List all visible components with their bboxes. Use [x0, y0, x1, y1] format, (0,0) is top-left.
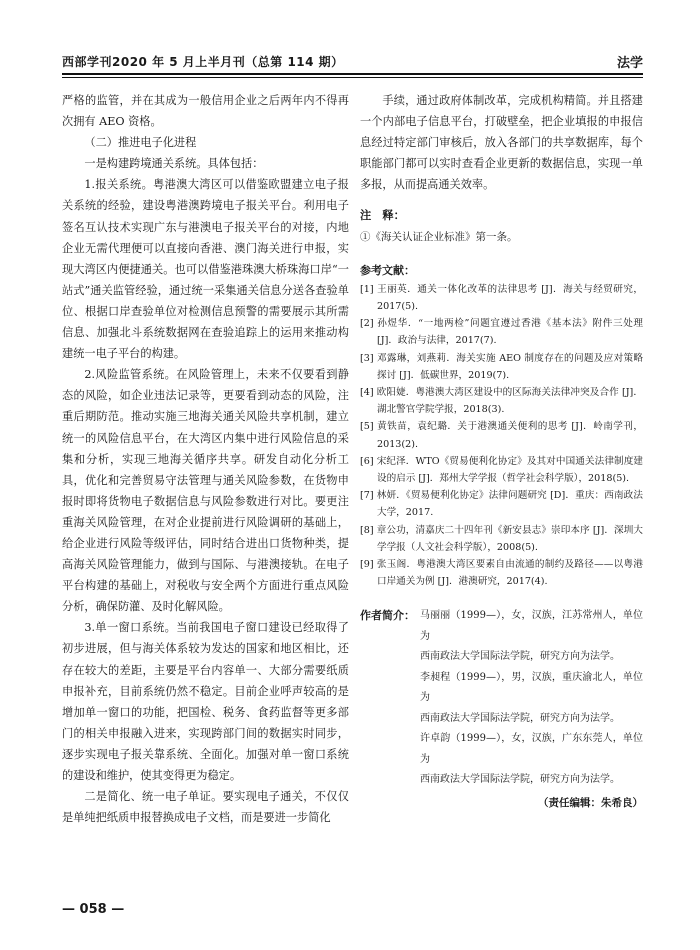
body-paragraph: 2.风险监管系统。在风险管理上，未来不仅要看到静态的风险，如企业违法记录等，更要看到动态的风险，注重后期防范。推动实施三地海关通关风险共享机制，建立统一的风险信息平台，在大湾区内集中进行风险信息的采集和分析，实现三地海关循序共享。研发自动化分析工具，优化和完善贸易守法管理与通关风险参数，在货物申报时即将货物电子数据信息与风险参数进行对比。要更注重海关风险管理，在对企业提前进行风险调研的基础上，给企业进行风险等级评估，同时结合进出口货物种类，提高海关风险管理能力，做到与国际、与港澳接轨。在电子平台构建的基础上，对税收与安全两个方面进行重点风险分析，确保防灌、及时化解风险。	[62, 368, 349, 614]
reference-item: [9] 张玉阁．粤港澳大湾区要素自由流通的制约及路径——以粤港口岸通关为例 [J]．港澳研究，2017(4).	[360, 559, 643, 588]
author-line: 李昶程（1999—），男，汉族，重庆渝北人，单位为	[420, 671, 643, 704]
references-heading: 参考文献：	[360, 263, 415, 277]
editor-credit: （责任编辑：朱希良）	[538, 796, 643, 809]
author-bio-label: 作者简介：	[360, 609, 415, 623]
right-column	[360, 90, 643, 813]
author-line: 西南政法大学国际法学院，研究方向为法学。	[420, 774, 620, 786]
reference-item: [7] 林妍．《贸易便利化协定》法律问题研究 [D]．重庆：西南政法大学，2017.	[360, 490, 643, 519]
reference-item: [3] 邓露琳，刘燕莉．海关实施 AEO 制度存在的问题及应对策略探讨 [J]．低碳世界，2019(7).	[360, 352, 643, 381]
body-paragraph: 一是构建跨境通关系统。具体包括：	[84, 157, 264, 171]
author-list	[360, 606, 643, 791]
running-header	[62, 50, 643, 72]
section-label: 法学	[616, 56, 643, 71]
note-item: ①《海关认证企业标准》第一条。	[360, 230, 518, 243]
reference-item: [8] 章公功，清嘉庆二十四年刊《新安县志》崇印本序 [J]．深圳大学学报（人文社会科学版），2008(5).	[360, 524, 643, 553]
journal-title: 西部学刊2020 年 5 月上半月刊（总第 114 期）	[62, 55, 344, 69]
left-column	[62, 90, 349, 828]
author-line: 西南政法大学国际法学院，研究方向为法学。	[420, 712, 620, 724]
body-paragraph: 严格的监管，并在其成为一般信用企业之后两年内不得再次拥有 AEO 资格。	[62, 94, 349, 129]
author-line: 西南政法大学国际法学院，研究方向为法学。	[420, 651, 620, 663]
reference-item: [2] 孙煜华．“一地两检”问题宜遵过香港《基本法》附件三处理 [J]．政治与法律，2017(7).	[360, 318, 643, 347]
page-number: — 058 —	[62, 902, 125, 917]
body-paragraph: （二）推进电子化进程	[84, 136, 197, 150]
author-line: 许卓韵（1999—），女，汉族，广东东莞人，单位为	[420, 733, 643, 765]
author-line: 马丽丽（1999—），女，汉族，江苏常州人，单位为	[420, 610, 643, 642]
reference-item: [4] 欧阳婕．粤港澳大湾区建设中的区际海关法律冲突及合作 [J]．湖北警官学院学报，2018(3).	[360, 386, 643, 416]
header-rule-thin	[62, 77, 643, 78]
body-paragraph: 二是简化、统一电子单证。要实现电子通关，不仅仅是单纯把纸质申报替换成电子文档，而是要进一步简化	[62, 790, 349, 825]
reference-item: [6] 宋纪泽．WTO《贸易便利化协定》及其对中国通关法律制度建设的启示 [J]．郑州大学学报（哲学社会科学版），2018(5).	[360, 455, 643, 484]
notes-heading: 注 释：	[360, 209, 405, 223]
author-entry	[360, 668, 643, 730]
reference-item: [5] 黄铁苗，袁纪璐．关于港澳通关便利的思考 [J]．岭南学刊，2013(2).	[360, 421, 643, 450]
author-entry	[360, 729, 643, 791]
header-rule	[62, 73, 643, 75]
reference-list	[360, 281, 643, 591]
body-paragraph: 手续，通过政府体制改革，完成机构精简。并且搭建一个内部电子信息平台，打破壁垒，把企业填报的申报信息经过特定部门审核后，放入各部门的共享数据库，每个职能部门都可以实时查看企业更新的数据信息，实现一单多报，从而提高通关效率。	[360, 94, 643, 192]
body-paragraph: 3.单一窗口系统。当前我国电子窗口建设已经取得了初步进展，但与海关体系较为发达的国家和地区相比，还存在较大的差距，主要是平台内容单一、大部分需要纸质申报补充，目前系统仍然不稳定。目前企业呼声较高的是增加单一窗口的功能，把国检、税务、食药监督等更多部门的相关申报融入进来，实现跨部门间的数据实时同步，逐步实现电子报关靠系统、全面化。加强对单一窗口系统的建设和维护，使其变得更为稳定。	[62, 621, 349, 782]
author-bio	[360, 606, 643, 813]
reference-item: [1] 王丽英．通关一体化改革的法律思考 [J]．海关与经贸研究，2017(5).	[360, 283, 643, 312]
body-paragraph: 1.报关系统。粤港澳大湾区可以借鉴欧盟建立电子报关系统的经验，建设粤港澳跨境电子报关平台。利用电子签名互认技术实现广东与港澳电子报关平台的对接，内地企业无需代理便可以直接向香港、澳门海关进行申报，实现大湾区内便捷通关。也可以借鉴港珠澳大桥珠海口岸“一站式”通关监管经验，通过统一采集通关信息分送各查验单位、根据口岸查验单位对检测信息预警的需要展示其所需信息、加强北斗系统数据网在查验追踪上的运用来推动构建统一电子平台的构建。	[62, 178, 349, 361]
